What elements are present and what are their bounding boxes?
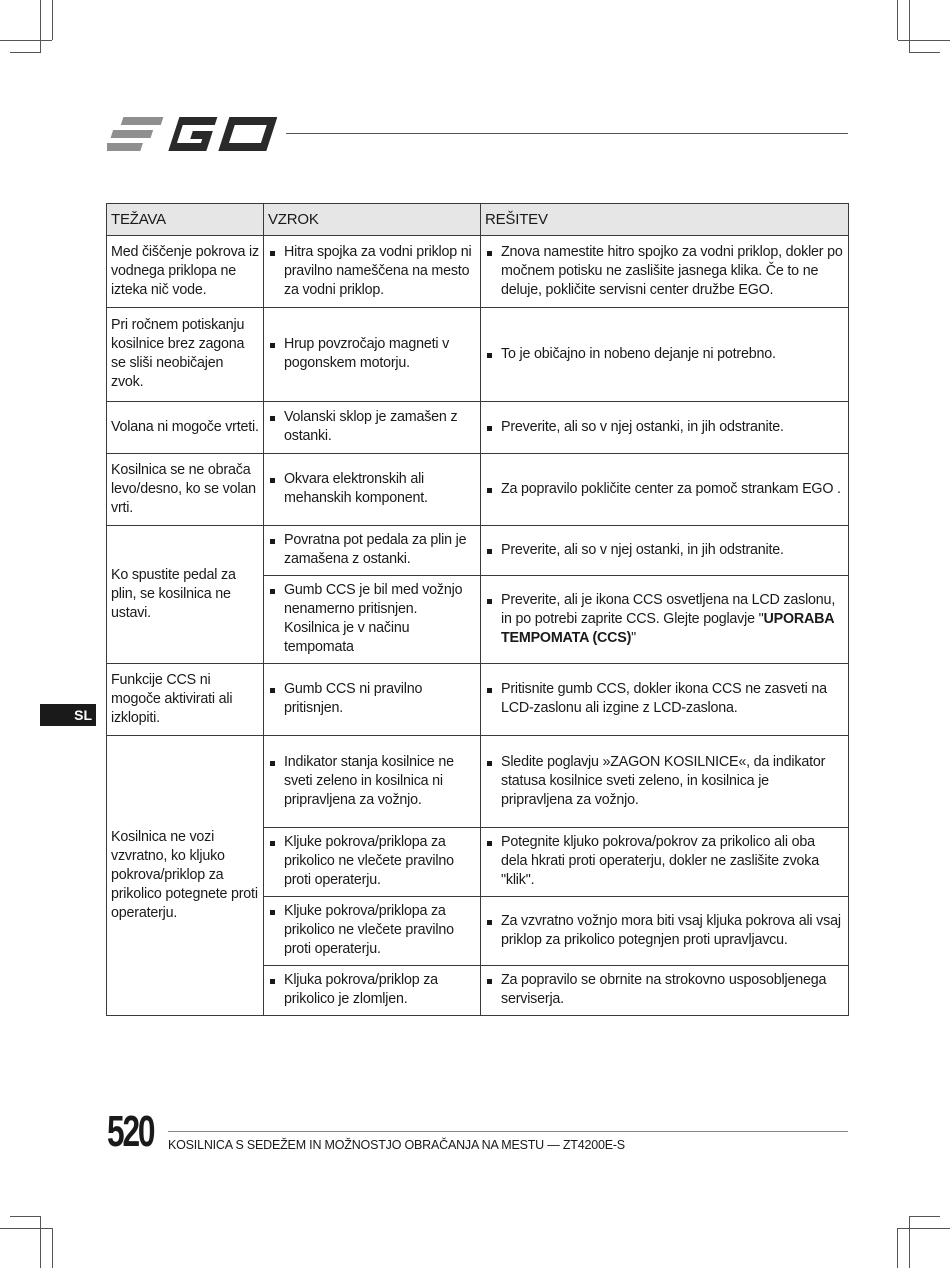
crop-mark [898, 40, 950, 41]
problem-cell: Med čiščenje pokrova iz vodnega priklopa ne izteka nič vode. [107, 236, 264, 308]
solution-cell [481, 308, 849, 402]
crop-mark [909, 52, 940, 53]
crop-mark [898, 1228, 950, 1229]
table-header-row [107, 204, 849, 236]
bullet-icon [270, 910, 275, 915]
cause-text: Kljuke pokrova/priklopa za prikolico ne vlečete pravilno proti operaterju. [284, 834, 454, 888]
solution-text-part: Preverite, ali je ikona CCS osvetljena na LCD zaslonu, in po potrebi zaprite CCS. Glejte poglavje " [501, 591, 836, 627]
crop-mark [0, 1228, 52, 1229]
crop-mark [10, 52, 41, 53]
cause-cell [264, 828, 481, 897]
crop-mark [40, 1216, 41, 1268]
crop-mark [40, 0, 41, 52]
cause-cell [264, 308, 481, 402]
solution-text: Preverite, ali so v njej ostanki, in jih odstranite. [501, 541, 784, 558]
bullet-icon [270, 416, 275, 421]
solution-cell [481, 828, 849, 897]
cause-text: Hrup povzročajo magneti v pogonskem motorju. [284, 336, 450, 371]
solution-text: Pritisnite gumb CCS, dokler ikona CCS ne zasveti na LCD-zaslonu ali izgine z LCD-zaslona. [501, 681, 827, 716]
table-row [107, 308, 849, 402]
crop-mark [909, 1216, 940, 1217]
solution-text: Za popravilo se obrnite na strokovno usposobljenega serviserja. [501, 972, 827, 1007]
table-row [107, 736, 849, 828]
solution-cell [481, 897, 849, 966]
cause-text: Povratna pot pedala za plin je zamašena z ostanki. [284, 532, 467, 567]
table-row [107, 664, 849, 736]
problem-cell: Kosilnica se ne obrača levo/desno, ko se volan vrti. [107, 454, 264, 526]
cause-text: Volanski sklop je zamašen z ostanki. [284, 409, 458, 444]
footer-rule [168, 1131, 848, 1132]
solution-text: Potegnite kljuko pokrova/pokrov za prikolico ali oba dela hkrati proti operaterju, dokler ne zaslišite zvoka "klik". [501, 834, 819, 888]
header-cause: VZROK [264, 204, 481, 236]
cause-cell [264, 402, 481, 454]
page-number: 520 [107, 1107, 154, 1156]
solution-cell [481, 664, 849, 736]
solution-cell [481, 454, 849, 526]
crop-mark [909, 0, 910, 52]
bullet-icon [270, 539, 275, 544]
bullet-icon [487, 761, 492, 766]
header-problem: TEŽAVA [107, 204, 264, 236]
cause-cell [264, 526, 481, 576]
solution-cell [481, 576, 849, 664]
solution-text: Znova namestite hitro spojko za vodni priklop, dokler po močnem potisku ne zaslišite jasnega klika. Če to ne deluje, pokličite servisni center družbe EGO. [501, 243, 843, 298]
crop-mark [897, 0, 898, 40]
cause-text: Okvara elektronskih ali mehanskih komponent. [284, 471, 428, 506]
cause-cell [264, 664, 481, 736]
bullet-icon [270, 251, 275, 256]
language-tab: SL [40, 704, 96, 726]
crop-mark [10, 1216, 41, 1217]
problem-cell: Ko spustite pedal za plin, se kosilnica ne ustavi. [107, 526, 264, 664]
cause-cell [264, 576, 481, 664]
solution-text-part: " [631, 629, 637, 646]
header-rule [286, 133, 848, 134]
bullet-icon [487, 251, 492, 256]
solution-cell [481, 736, 849, 828]
table-row [107, 454, 849, 526]
solution-cell [481, 236, 849, 308]
bullet-icon [487, 841, 492, 846]
bullet-icon [487, 549, 492, 554]
bullet-icon [270, 688, 275, 693]
bullet-icon [487, 920, 492, 925]
crop-mark [909, 1216, 910, 1268]
crop-mark [52, 1228, 53, 1268]
cause-text: Kljuka pokrova/priklop za prikolico je zlomljen. [284, 972, 438, 1007]
solution-cell [481, 966, 849, 1016]
problem-cell: Pri ročnem potiskanju kosilnice brez zagona se sliši neobičajen zvok. [107, 308, 264, 402]
cause-text: Indikator stanja kosilnice ne sveti zeleno in kosilnica ni pripravljena za vožnjo. [284, 753, 454, 808]
bullet-icon [487, 426, 492, 431]
cause-text: Gumb CCS ni pravilno pritisnjen. [284, 681, 423, 716]
bullet-icon [270, 589, 275, 594]
cause-cell [264, 897, 481, 966]
table-row [107, 236, 849, 308]
bullet-icon [270, 979, 275, 984]
table-row [107, 526, 849, 576]
bullet-icon [487, 353, 492, 358]
bullet-icon [270, 478, 275, 483]
crop-mark [897, 1228, 898, 1268]
solution-text: Za popravilo pokličite center za pomoč strankam EGO . [501, 480, 841, 497]
solution-cell [481, 402, 849, 454]
bullet-icon [270, 761, 275, 766]
bullet-icon [487, 979, 492, 984]
solution-text: Preverite, ali so v njej ostanki, in jih odstranite. [501, 418, 784, 435]
cause-cell [264, 736, 481, 828]
solution-text: Za vzvratno vožnjo mora biti vsaj kljuka pokrova ali vsaj priklop za prikolico potegnjen proti upravljavcu. [501, 912, 841, 948]
bullet-icon [487, 688, 492, 693]
bullet-icon [270, 841, 275, 846]
crop-mark [52, 0, 53, 40]
troubleshooting-table [106, 203, 849, 1016]
solution-text: To je običajno in nobeno dejanje ni potrebno. [501, 345, 776, 362]
table-row [107, 402, 849, 454]
solution-text: Sledite poglavju »ZAGON KOSILNICE«, da indikator statusa kosilnice sveti zeleno, in kosilnica je pripravljena za vožnjo. [501, 753, 826, 808]
cause-cell [264, 236, 481, 308]
crop-mark [0, 40, 52, 41]
cause-text: Gumb CCS je bil med vožnjo nenamerno pritisnjen. Kosilnica je v načinu tempomata [284, 582, 463, 655]
bullet-icon [487, 599, 492, 604]
cause-cell [264, 966, 481, 1016]
problem-cell: Funkcije CCS ni mogoče aktivirati ali izklopiti. [107, 664, 264, 736]
cause-text: Kljuke pokrova/priklopa za prikolico ne vlečete pravilno proti operaterju. [284, 903, 454, 957]
bullet-icon [270, 343, 275, 348]
header-solution: REŠITEV [481, 204, 849, 236]
solution-text [501, 591, 844, 648]
bullet-icon [487, 488, 492, 493]
cause-text: Hitra spojka za vodni priklop ni pravilno nameščena na mesto za vodni priklop. [284, 243, 472, 298]
problem-cell: Kosilnica ne vozi vzvratno, ko kljuko pokrova/priklop za prikolico potegnete proti operaterju. [107, 736, 264, 1016]
solution-cell [481, 526, 849, 576]
cause-cell [264, 454, 481, 526]
problem-cell: Volana ni mogoče vrteti. [107, 402, 264, 454]
footer-title: KOSILNICA S SEDEŽEM IN MOŽNOSTJO OBRAČANJA NA MESTU — ZT4200E-S [168, 1138, 625, 1152]
chapter-reference: UPORABA TEMPOMATA (CCS) [501, 610, 834, 646]
ego-logo [107, 112, 277, 156]
